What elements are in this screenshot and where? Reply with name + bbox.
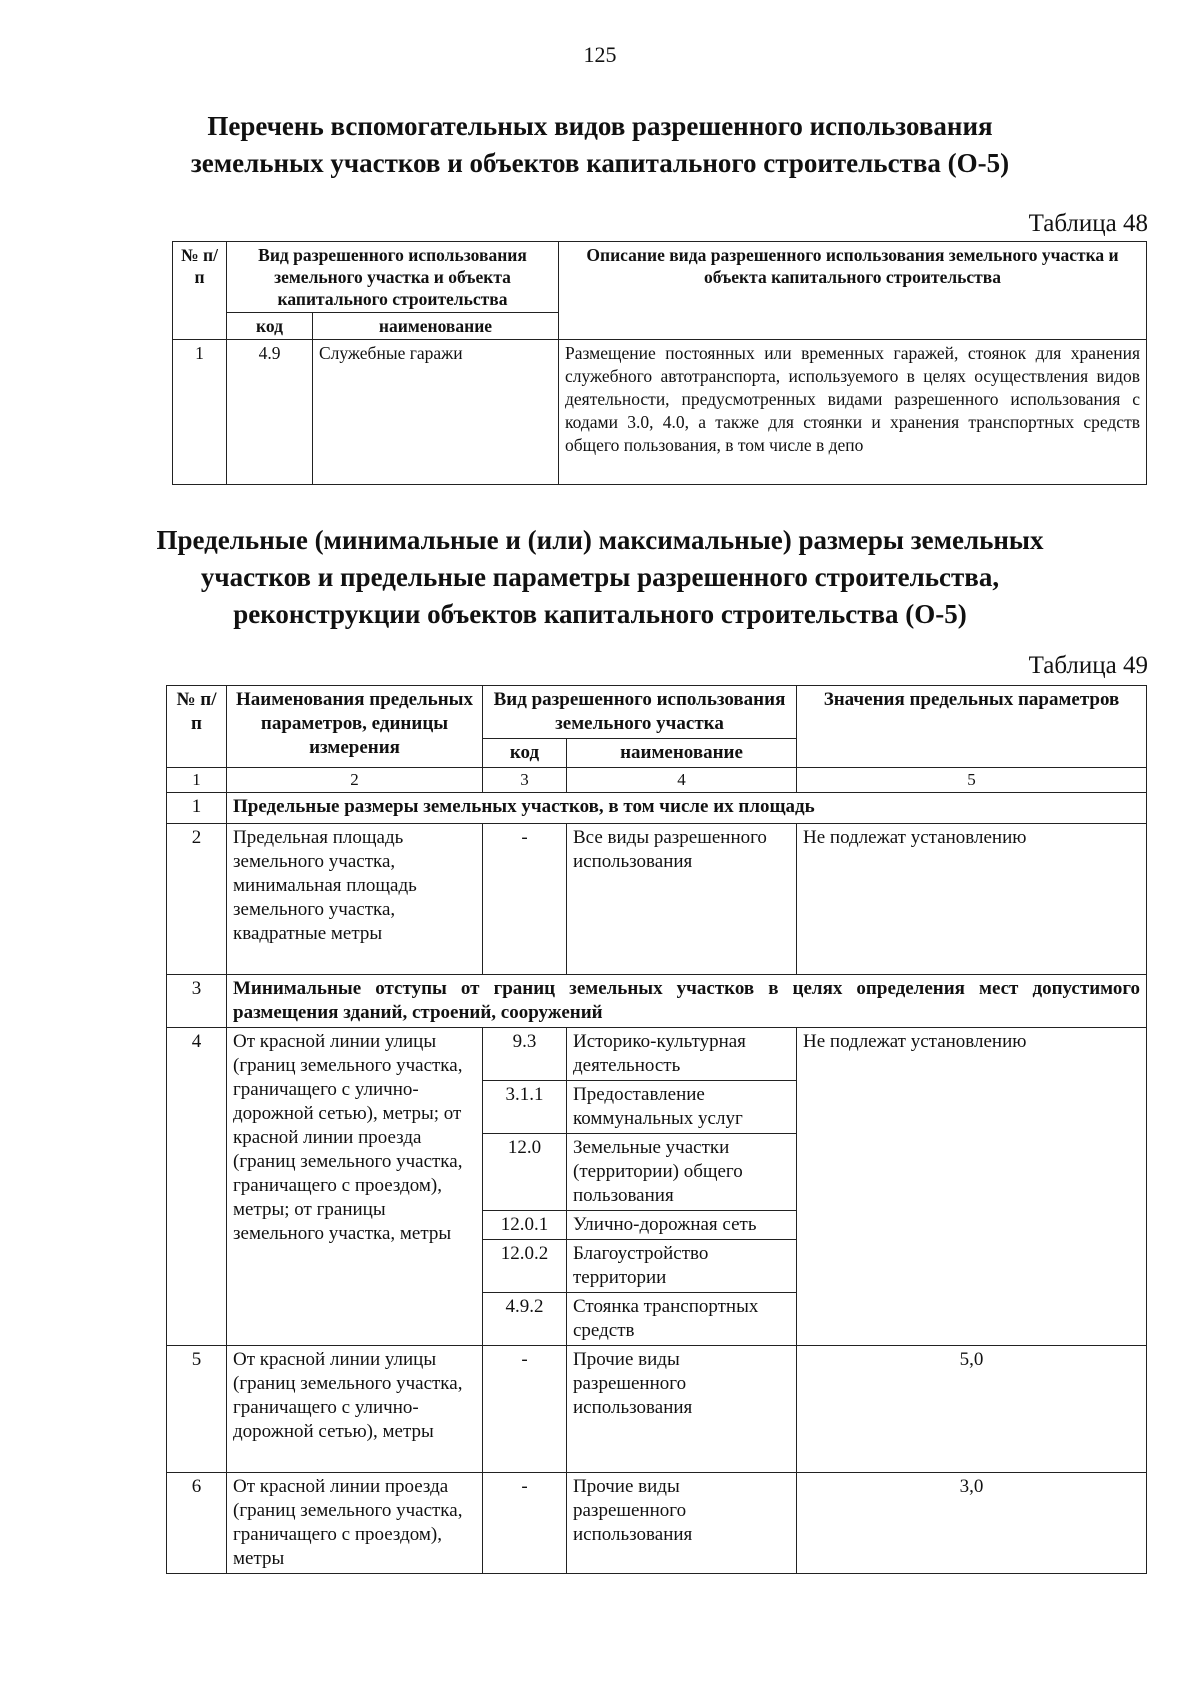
cell-num: 3 [167, 975, 227, 1028]
cell-code: 9.3 [483, 1028, 567, 1081]
cell-code: 12.0 [483, 1134, 567, 1211]
cell-code: 3.1.1 [483, 1081, 567, 1134]
cell-num: 5 [167, 1346, 227, 1473]
header-vid: Вид разрешенного использования земельного участка [483, 686, 797, 739]
cell-code: 12.0.1 [483, 1211, 567, 1240]
heading-line: земельных участков и объектов капитального строительства (О-5) [190, 148, 1010, 178]
cell-code: - [483, 1346, 567, 1473]
column-numbers-row [167, 768, 1147, 793]
header-value: Значения предельных параметров [797, 686, 1147, 768]
cell-num: 4 [167, 1028, 227, 1346]
header-vid: Вид разрешенного использования земельного участка и объекта капитального строительства [227, 242, 559, 313]
cell-name: Улично-дорожная сеть [567, 1211, 797, 1240]
cell-num: 6 [167, 1473, 227, 1574]
header-name: наименование [313, 313, 559, 340]
cell-code: 4.9 [227, 340, 313, 485]
cell-name: Историко-культурная деятельность [567, 1028, 797, 1081]
cell-param: От красной линии улицы (границ земельного участка, граничащего с улично-дорожной сетью), метры; от красной линии проезда (границ земельного участка, граничащего с проездом), метры; от границы земельного участка, метры [227, 1028, 483, 1346]
cell-code: - [483, 824, 567, 975]
cell-param: Предельная площадь земельного участка, минимальная площадь земельного участка, квадратные метры [227, 824, 483, 975]
cell-name: Предоставление коммунальных услуг [567, 1081, 797, 1134]
cell-name: Земельные участки (территории) общего пользования [567, 1134, 797, 1211]
table49-label: Таблица 49 [1028, 652, 1148, 679]
cell-param: От красной линии проезда (границ земельного участка, граничащего с проездом), метры [227, 1473, 483, 1574]
column-number: 4 [567, 768, 797, 793]
cell-name: Служебные гаражи [313, 340, 559, 485]
cell-name: Прочие виды разрешенного использования [567, 1346, 797, 1473]
table-row [173, 340, 1147, 485]
header-desc: Описание вида разрешенного использования земельного участка и объекта капитального строительства [559, 242, 1147, 340]
table48-heading [0, 108, 1200, 182]
cell-value: 5,0 [797, 1346, 1147, 1473]
cell-name: Все виды разрешенного использования [567, 824, 797, 975]
table49-heading [0, 522, 1200, 633]
table-row [167, 824, 1147, 975]
cell-code: 12.0.2 [483, 1240, 567, 1293]
table-row [167, 1028, 1147, 1081]
header-num: № п/п [167, 686, 227, 768]
table-row [167, 1346, 1147, 1473]
column-number: 5 [797, 768, 1147, 793]
table-49 [166, 685, 1147, 1574]
section-row [167, 975, 1147, 1028]
cell-name: Прочие виды разрешенного использования [567, 1473, 797, 1574]
table-row [167, 1473, 1147, 1574]
cell-code: - [483, 1473, 567, 1574]
cell-code: 4.9.2 [483, 1293, 567, 1346]
heading-line: реконструкции объектов капитального строительства (О-5) [233, 599, 967, 629]
cell-name: Стоянка транспортных средств [567, 1293, 797, 1346]
header-num: № п/п [173, 242, 227, 340]
table48-label: Таблица 48 [1028, 210, 1148, 237]
section-title: Предельные размеры земельных участков, в том числе их площадь [227, 793, 1147, 824]
cell-param: От красной линии улицы (границ земельного участка, граничащего с улично-дорожной сетью), метры [227, 1346, 483, 1473]
header-code: код [483, 739, 567, 768]
cell-name: Благоустройство территории [567, 1240, 797, 1293]
heading-line: Предельные (минимальные и (или) максимальные) размеры земельных [156, 525, 1044, 555]
heading-line: Перечень вспомогательных видов разрешенного использования [207, 111, 993, 141]
header-code: код [227, 313, 313, 340]
cell-value: Не подлежат установлению [797, 824, 1147, 975]
section-row [167, 793, 1147, 824]
cell-num: 2 [167, 824, 227, 975]
heading-line: участков и предельные параметры разрешенного строительства, [200, 562, 1000, 592]
column-number: 3 [483, 768, 567, 793]
cell-value: 3,0 [797, 1473, 1147, 1574]
header-name: наименование [567, 739, 797, 768]
table-48 [172, 241, 1147, 485]
section-title: Минимальные отступы от границ земельных участков в целях определения мест допустимого размещения зданий, строений, сооружений [227, 975, 1147, 1028]
cell-num: 1 [173, 340, 227, 485]
cell-desc: Размещение постоянных или временных гаражей, стоянок для хранения служебного автотранспорта, используемого в целях осуществления видов деятельности, предусмотренных видами разрешенного использования с кодами 3.0, 4.0, а также для стоянки и хранения транспортных средств общего пользования, в том числе в депо [559, 340, 1147, 485]
cell-num: 1 [167, 793, 227, 824]
cell-value: Не подлежат установлению [797, 1028, 1147, 1346]
column-number: 2 [227, 768, 483, 793]
column-number: 1 [167, 768, 227, 793]
header-param: Наименования предельных параметров, единицы измерения [227, 686, 483, 768]
page-number: 125 [583, 42, 617, 67]
